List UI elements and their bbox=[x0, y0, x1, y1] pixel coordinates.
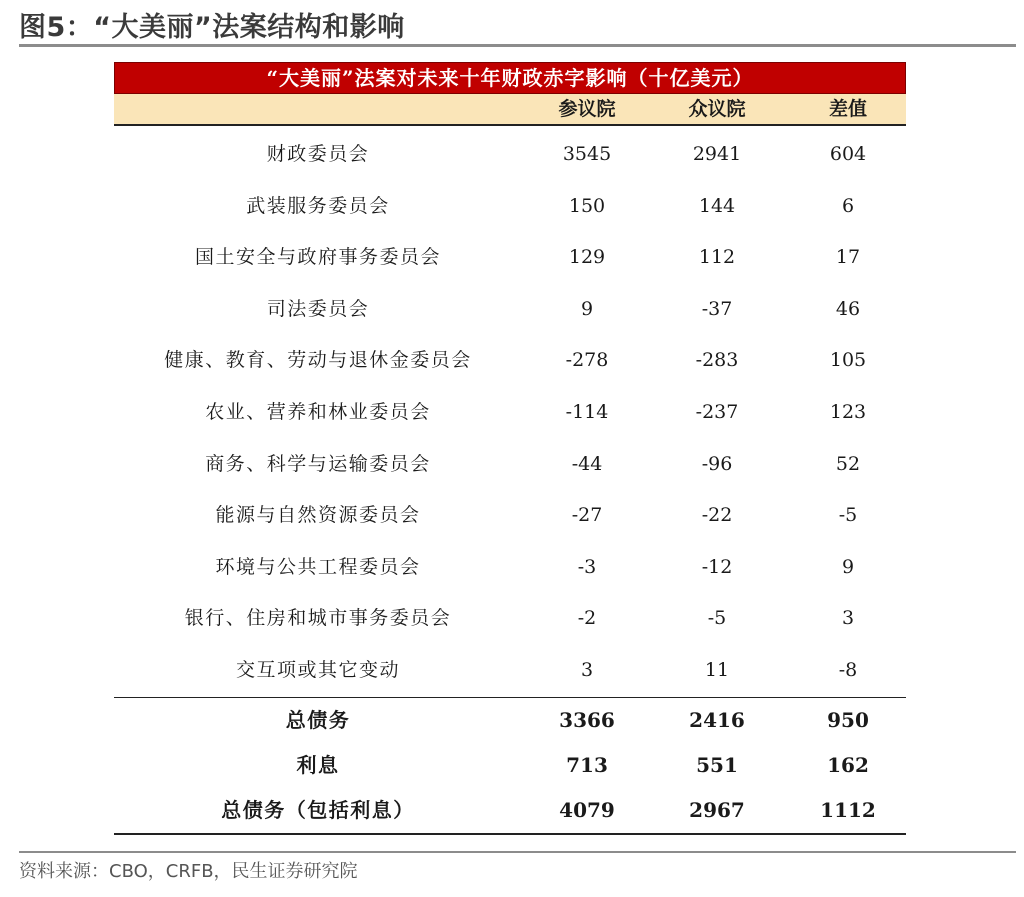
difference-total: 162 bbox=[827, 752, 869, 777]
difference-value: 17 bbox=[835, 246, 861, 269]
source-divider bbox=[19, 851, 1016, 853]
total-label: 利息 bbox=[296, 752, 340, 777]
house-value: -283 bbox=[695, 349, 739, 372]
total-row bbox=[114, 788, 906, 833]
total-label: 总债务 bbox=[285, 707, 351, 732]
header-house: 众议院 bbox=[688, 98, 746, 120]
difference-value: 46 bbox=[835, 297, 861, 320]
title-divider bbox=[19, 44, 1016, 47]
house-value: 2941 bbox=[692, 143, 742, 165]
house-value: 11 bbox=[704, 658, 730, 681]
house-total: 551 bbox=[696, 752, 738, 777]
table-bottom-rule bbox=[114, 833, 906, 835]
senate-value: -44 bbox=[571, 452, 603, 475]
house-value: -237 bbox=[695, 400, 739, 423]
house-value: 144 bbox=[698, 194, 736, 217]
row-label: 武装服务委员会 bbox=[246, 194, 390, 217]
header-difference: 差值 bbox=[828, 98, 867, 120]
table-row bbox=[114, 232, 906, 284]
difference-value: 52 bbox=[835, 452, 861, 475]
row-label: 农业、营养和林业委员会 bbox=[205, 400, 431, 423]
senate-value: -114 bbox=[565, 400, 609, 423]
house-total: 2416 bbox=[689, 707, 745, 732]
row-label: 国土安全与政府事务委员会 bbox=[194, 246, 441, 269]
table-row bbox=[114, 645, 906, 697]
total-rows bbox=[114, 698, 906, 833]
difference-value: 6 bbox=[841, 194, 855, 217]
header-label-cell bbox=[114, 94, 522, 124]
table-banner: “大美丽”法案对未来十年财政赤字影响（十亿美元） bbox=[114, 62, 906, 94]
house-value: -96 bbox=[701, 452, 733, 475]
row-label: 商务、科学与运输委员会 bbox=[205, 452, 431, 475]
difference-value: -8 bbox=[838, 658, 858, 681]
row-label: 财政委员会 bbox=[266, 143, 370, 165]
source-note: 资料来源：CBO，CRFB，民生证券研究院 bbox=[19, 861, 358, 882]
committee-rows bbox=[114, 126, 906, 697]
house-value: -5 bbox=[707, 607, 727, 630]
row-label: 交互项或其它变动 bbox=[235, 658, 400, 681]
senate-total: 713 bbox=[566, 752, 608, 777]
house-value: 112 bbox=[698, 246, 736, 269]
table-row bbox=[114, 542, 906, 594]
senate-value: -2 bbox=[577, 607, 597, 630]
difference-value: 3 bbox=[841, 607, 855, 630]
difference-value: 604 bbox=[829, 143, 867, 165]
difference-value: 9 bbox=[841, 555, 855, 578]
senate-total: 3366 bbox=[559, 707, 615, 732]
table-header-row bbox=[114, 94, 906, 126]
table-row bbox=[114, 129, 906, 181]
difference-total: 950 bbox=[827, 707, 869, 732]
total-row bbox=[114, 698, 906, 743]
senate-value: 3 bbox=[580, 658, 594, 681]
table-row bbox=[114, 335, 906, 387]
table-row bbox=[114, 284, 906, 336]
table-row bbox=[114, 387, 906, 439]
row-label: 健康、教育、劳动与退休金委员会 bbox=[164, 349, 472, 372]
total-label: 总债务（包括利息） bbox=[221, 797, 415, 822]
senate-value: 9 bbox=[580, 297, 594, 320]
header-senate: 参议院 bbox=[558, 98, 616, 120]
house-value: -12 bbox=[701, 555, 733, 578]
senate-value: 3545 bbox=[562, 143, 612, 165]
row-label: 司法委员会 bbox=[266, 297, 370, 320]
total-row bbox=[114, 743, 906, 788]
table-row bbox=[114, 490, 906, 542]
table-row bbox=[114, 181, 906, 233]
difference-value: 105 bbox=[829, 349, 867, 372]
table-row bbox=[114, 439, 906, 491]
senate-total: 4079 bbox=[559, 797, 615, 822]
row-label: 银行、住房和城市事务委员会 bbox=[184, 607, 452, 630]
senate-value: -278 bbox=[565, 349, 609, 372]
difference-value: -5 bbox=[838, 504, 858, 527]
row-label: 环境与公共工程委员会 bbox=[215, 555, 421, 578]
house-value: -37 bbox=[701, 297, 733, 320]
house-total: 2967 bbox=[689, 797, 745, 822]
row-label: 能源与自然资源委员会 bbox=[215, 504, 421, 527]
deficit-impact-table bbox=[114, 62, 906, 835]
senate-value: -3 bbox=[577, 555, 597, 578]
difference-value: 123 bbox=[829, 400, 867, 423]
house-value: -22 bbox=[701, 504, 733, 527]
senate-value: -27 bbox=[571, 504, 603, 527]
senate-value: 150 bbox=[568, 194, 606, 217]
figure-title: 图5：“大美丽”法案结构和影响 bbox=[19, 12, 405, 43]
table-row bbox=[114, 593, 906, 645]
senate-value: 129 bbox=[568, 246, 606, 269]
difference-total: 1112 bbox=[820, 797, 876, 822]
